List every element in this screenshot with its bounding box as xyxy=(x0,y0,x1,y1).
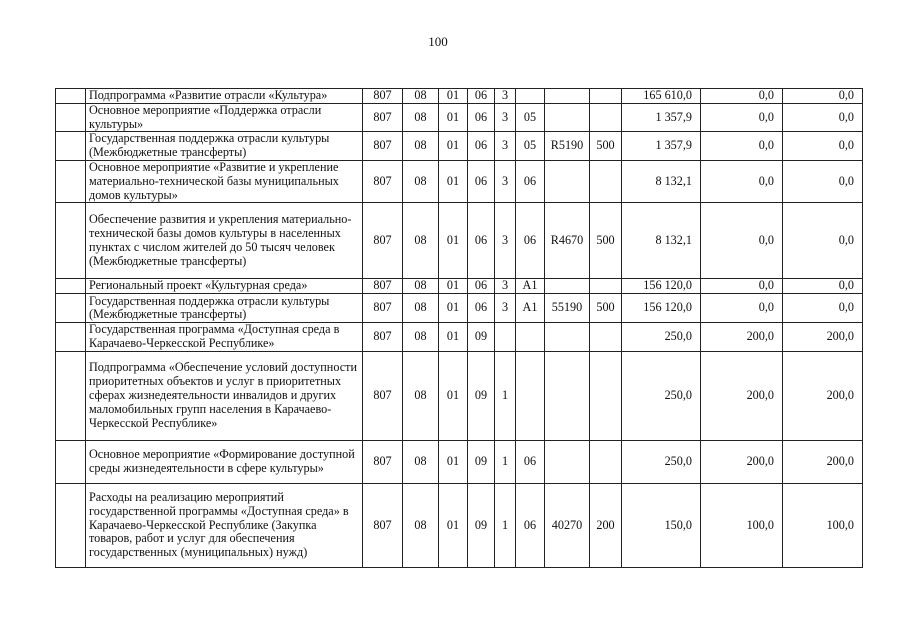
code-cell-rz: 08 xyxy=(403,160,439,202)
row-name-cell: Подпрограмма «Обеспечение условий доступности приоритетных объектов и услуг в приоритетных сферах жизнедеятельности инвалидов и других маломобильных групп населения в Карачаево-Черкесской Республике» xyxy=(86,351,363,440)
amount-cell-year1: 250,0 xyxy=(622,323,701,352)
code-cell-gr: 807 xyxy=(363,89,403,104)
code-cell-expense-type: 500 xyxy=(590,294,622,323)
code-cell-rz: 08 xyxy=(403,279,439,294)
code-cell-gr: 807 xyxy=(363,323,403,352)
amount-cell-year2: 0,0 xyxy=(701,279,783,294)
row-marker-cell xyxy=(56,294,86,323)
code-cell-gr: 807 xyxy=(363,440,403,483)
code-cell-direction xyxy=(545,89,590,104)
code-cell-event: A1 xyxy=(516,294,545,323)
code-cell-pr: 01 xyxy=(439,483,468,567)
code-cell-subprogram: 3 xyxy=(495,103,516,132)
code-cell-gr: 807 xyxy=(363,483,403,567)
code-cell-event: 05 xyxy=(516,103,545,132)
code-cell-expense-type xyxy=(590,89,622,104)
code-cell-direction xyxy=(545,351,590,440)
code-cell-pr: 01 xyxy=(439,103,468,132)
amount-cell-year3: 200,0 xyxy=(783,351,863,440)
table-row xyxy=(56,323,863,352)
amount-cell-year2: 0,0 xyxy=(701,294,783,323)
code-cell-gr: 807 xyxy=(363,279,403,294)
code-cell-direction xyxy=(545,440,590,483)
code-cell-event xyxy=(516,89,545,104)
code-cell-rz: 08 xyxy=(403,103,439,132)
row-name-cell: Региональный проект «Культурная среда» xyxy=(86,279,363,294)
code-cell-pr: 01 xyxy=(439,132,468,161)
row-marker-cell xyxy=(56,483,86,567)
code-cell-pr: 01 xyxy=(439,323,468,352)
code-cell-rz: 08 xyxy=(403,440,439,483)
code-cell-program: 06 xyxy=(468,203,495,279)
code-cell-direction xyxy=(545,103,590,132)
row-name-cell: Основное мероприятие «Развитие и укрепление материально-технической базы муниципальных домов культуры» xyxy=(86,160,363,202)
row-marker-cell xyxy=(56,103,86,132)
table-row xyxy=(56,294,863,323)
code-cell-gr: 807 xyxy=(363,160,403,202)
code-cell-event: 05 xyxy=(516,132,545,161)
code-cell-pr: 01 xyxy=(439,279,468,294)
row-name-cell: Основное мероприятие «Поддержка отрасли культуры» xyxy=(86,103,363,132)
code-cell-rz: 08 xyxy=(403,203,439,279)
row-marker-cell xyxy=(56,279,86,294)
row-marker-cell xyxy=(56,323,86,352)
code-cell-gr: 807 xyxy=(363,132,403,161)
code-cell-event xyxy=(516,323,545,352)
code-cell-subprogram: 3 xyxy=(495,89,516,104)
code-cell-gr: 807 xyxy=(363,103,403,132)
row-marker-cell xyxy=(56,351,86,440)
budget-table xyxy=(55,88,863,568)
code-cell-pr: 01 xyxy=(439,203,468,279)
code-cell-program: 09 xyxy=(468,323,495,352)
code-cell-expense-type xyxy=(590,279,622,294)
code-cell-gr: 807 xyxy=(363,294,403,323)
code-cell-program: 06 xyxy=(468,294,495,323)
table-row xyxy=(56,103,863,132)
code-cell-direction: R5190 xyxy=(545,132,590,161)
amount-cell-year3: 0,0 xyxy=(783,103,863,132)
code-cell-program: 09 xyxy=(468,440,495,483)
amount-cell-year3: 200,0 xyxy=(783,323,863,352)
code-cell-pr: 01 xyxy=(439,294,468,323)
code-cell-expense-type: 200 xyxy=(590,483,622,567)
row-marker-cell xyxy=(56,440,86,483)
code-cell-pr: 01 xyxy=(439,89,468,104)
row-name-cell: Обеспечение развития и укрепления материально-технической базы домов культуры в населенных пунктах с числом жителей до 50 тысяч человек (Межбюджетные трансферты) xyxy=(86,203,363,279)
amount-cell-year1: 150,0 xyxy=(622,483,701,567)
amount-cell-year1: 1 357,9 xyxy=(622,132,701,161)
amount-cell-year3: 0,0 xyxy=(783,294,863,323)
code-cell-event xyxy=(516,351,545,440)
code-cell-program: 09 xyxy=(468,483,495,567)
row-marker-cell xyxy=(56,203,86,279)
code-cell-direction: R4670 xyxy=(545,203,590,279)
amount-cell-year2: 100,0 xyxy=(701,483,783,567)
amount-cell-year1: 250,0 xyxy=(622,351,701,440)
amount-cell-year2: 200,0 xyxy=(701,351,783,440)
row-name-cell: Расходы на реализацию мероприятий государственной программы «Доступная среда» в Карачаево-Черкесской Республике (Закупка товаров, работ и услуг для обеспечения государственных (муниципальных) нужд) xyxy=(86,483,363,567)
code-cell-direction: 40270 xyxy=(545,483,590,567)
code-cell-subprogram: 3 xyxy=(495,279,516,294)
code-cell-direction xyxy=(545,323,590,352)
amount-cell-year1: 8 132,1 xyxy=(622,160,701,202)
table-body xyxy=(56,89,863,568)
code-cell-expense-type xyxy=(590,323,622,352)
table-row xyxy=(56,440,863,483)
code-cell-rz: 08 xyxy=(403,294,439,323)
code-cell-rz: 08 xyxy=(403,89,439,104)
row-name-cell: Основное мероприятие «Формирование доступной среды жизнедеятельности в сфере культуры» xyxy=(86,440,363,483)
amount-cell-year3: 200,0 xyxy=(783,440,863,483)
table-row xyxy=(56,89,863,104)
table-row xyxy=(56,203,863,279)
table-row xyxy=(56,132,863,161)
code-cell-subprogram: 3 xyxy=(495,160,516,202)
code-cell-rz: 08 xyxy=(403,483,439,567)
row-marker-cell xyxy=(56,160,86,202)
amount-cell-year3: 0,0 xyxy=(783,160,863,202)
code-cell-subprogram: 1 xyxy=(495,440,516,483)
code-cell-subprogram: 3 xyxy=(495,132,516,161)
code-cell-subprogram: 1 xyxy=(495,351,516,440)
amount-cell-year1: 156 120,0 xyxy=(622,294,701,323)
amount-cell-year1: 156 120,0 xyxy=(622,279,701,294)
amount-cell-year1: 8 132,1 xyxy=(622,203,701,279)
amount-cell-year2: 0,0 xyxy=(701,203,783,279)
row-name-cell: Государственная программа «Доступная среда в Карачаево-Черкесской Республике» xyxy=(86,323,363,352)
amount-cell-year1: 250,0 xyxy=(622,440,701,483)
code-cell-program: 09 xyxy=(468,351,495,440)
page-number: 100 xyxy=(428,34,448,49)
code-cell-program: 06 xyxy=(468,103,495,132)
code-cell-event: 06 xyxy=(516,483,545,567)
amount-cell-year2: 0,0 xyxy=(701,160,783,202)
code-cell-expense-type xyxy=(590,351,622,440)
code-cell-subprogram: 3 xyxy=(495,294,516,323)
amount-cell-year2: 0,0 xyxy=(701,89,783,104)
amount-cell-year3: 0,0 xyxy=(783,89,863,104)
row-name-cell: Государственная поддержка отрасли культуры (Межбюджетные трансферты) xyxy=(86,132,363,161)
amount-cell-year2: 200,0 xyxy=(701,323,783,352)
code-cell-expense-type xyxy=(590,440,622,483)
code-cell-pr: 01 xyxy=(439,440,468,483)
code-cell-program: 06 xyxy=(468,132,495,161)
amount-cell-year2: 200,0 xyxy=(701,440,783,483)
code-cell-program: 06 xyxy=(468,160,495,202)
code-cell-direction: 55190 xyxy=(545,294,590,323)
code-cell-expense-type xyxy=(590,103,622,132)
table-row xyxy=(56,351,863,440)
amount-cell-year2: 0,0 xyxy=(701,132,783,161)
table-row xyxy=(56,160,863,202)
table-row xyxy=(56,483,863,567)
code-cell-program: 06 xyxy=(468,279,495,294)
code-cell-subprogram: 3 xyxy=(495,203,516,279)
code-cell-program: 06 xyxy=(468,89,495,104)
code-cell-expense-type: 500 xyxy=(590,203,622,279)
code-cell-event: 06 xyxy=(516,203,545,279)
amount-cell-year3: 100,0 xyxy=(783,483,863,567)
code-cell-event: 06 xyxy=(516,160,545,202)
code-cell-direction xyxy=(545,279,590,294)
code-cell-expense-type xyxy=(590,160,622,202)
code-cell-event: A1 xyxy=(516,279,545,294)
code-cell-pr: 01 xyxy=(439,351,468,440)
code-cell-rz: 08 xyxy=(403,351,439,440)
row-name-cell: Государственная поддержка отрасли культуры (Межбюджетные трансферты) xyxy=(86,294,363,323)
code-cell-pr: 01 xyxy=(439,160,468,202)
row-name-cell: Подпрограмма «Развитие отрасли «Культура» xyxy=(86,89,363,104)
code-cell-subprogram: 1 xyxy=(495,483,516,567)
amount-cell-year3: 0,0 xyxy=(783,203,863,279)
code-cell-subprogram xyxy=(495,323,516,352)
code-cell-gr: 807 xyxy=(363,203,403,279)
code-cell-rz: 08 xyxy=(403,132,439,161)
amount-cell-year1: 165 610,0 xyxy=(622,89,701,104)
code-cell-rz: 08 xyxy=(403,323,439,352)
amount-cell-year1: 1 357,9 xyxy=(622,103,701,132)
code-cell-event: 06 xyxy=(516,440,545,483)
amount-cell-year2: 0,0 xyxy=(701,103,783,132)
amount-cell-year3: 0,0 xyxy=(783,132,863,161)
code-cell-direction xyxy=(545,160,590,202)
code-cell-gr: 807 xyxy=(363,351,403,440)
code-cell-expense-type: 500 xyxy=(590,132,622,161)
row-marker-cell xyxy=(56,89,86,104)
row-marker-cell xyxy=(56,132,86,161)
amount-cell-year3: 0,0 xyxy=(783,279,863,294)
table-row xyxy=(56,279,863,294)
